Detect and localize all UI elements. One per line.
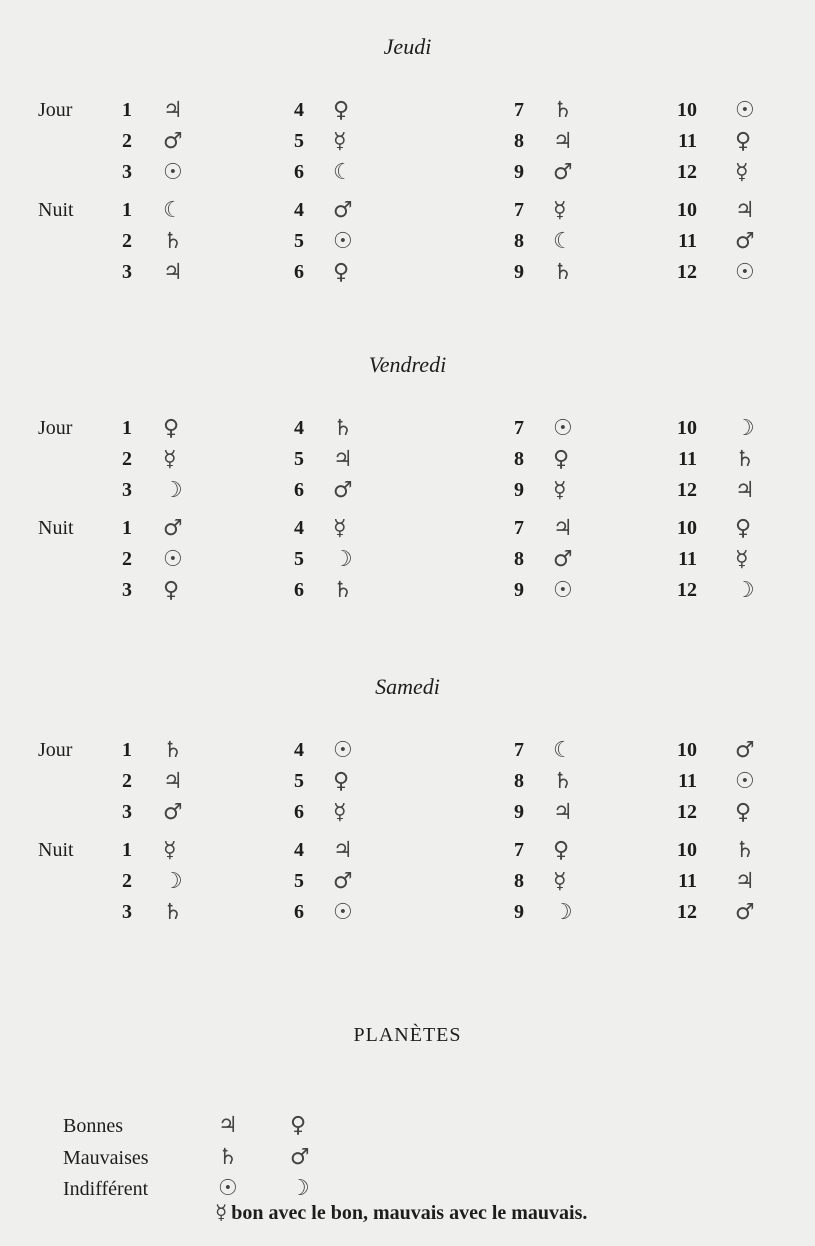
hour-number: 1 bbox=[122, 199, 132, 221]
planet-symbol-icon: ♄ bbox=[218, 1145, 238, 1170]
planet-symbol-icon: ♃ bbox=[553, 800, 573, 825]
planet-symbol-icon: ♂ bbox=[333, 198, 353, 223]
planet-symbol-icon: ♃ bbox=[735, 478, 755, 503]
hour-number: 10 bbox=[677, 739, 697, 761]
hour-number: 7 bbox=[514, 839, 524, 861]
planet-symbol-icon: ♄ bbox=[735, 838, 755, 863]
hour-number: 8 bbox=[514, 448, 524, 470]
planet-symbol-icon: ☾ bbox=[553, 738, 573, 763]
planet-symbol-icon: ☉ bbox=[163, 547, 183, 572]
hour-number: 3 bbox=[122, 901, 132, 923]
planet-symbol-icon: ♀ bbox=[333, 98, 350, 123]
hour-number: 8 bbox=[514, 770, 524, 792]
planet-symbol-icon: ♄ bbox=[163, 738, 183, 763]
section-title-samedi: Samedi bbox=[375, 674, 440, 699]
hour-number: 4 bbox=[294, 739, 304, 761]
planet-symbol-icon: ♃ bbox=[553, 516, 573, 541]
planet-symbol-icon: ♄ bbox=[553, 98, 573, 123]
section-title-vendredi: Vendredi bbox=[368, 352, 447, 377]
planet-symbol-icon: ☾ bbox=[333, 160, 353, 185]
planet-symbol-icon: ☽ bbox=[735, 578, 755, 603]
hour-number: 3 bbox=[122, 801, 132, 823]
hour-number: 5 bbox=[294, 230, 304, 252]
hour-number: 6 bbox=[294, 579, 304, 601]
planet-symbol-icon: ♃ bbox=[735, 869, 755, 894]
hour-number: 8 bbox=[514, 130, 524, 152]
planet-symbol-icon: ☿ bbox=[735, 160, 749, 185]
planet-symbol-icon: ♂ bbox=[333, 869, 353, 894]
group-label-jour: Jour bbox=[38, 417, 73, 439]
hour-number: 11 bbox=[678, 770, 697, 792]
planet-symbol-icon: ♀ bbox=[163, 416, 180, 441]
hour-number: 7 bbox=[514, 417, 524, 439]
group-label-nuit: Nuit bbox=[38, 199, 74, 221]
hour-number: 10 bbox=[677, 99, 697, 121]
planet-symbol-icon: ♃ bbox=[218, 1113, 238, 1138]
section-title-jeudi: Jeudi bbox=[383, 34, 432, 59]
planet-symbol-icon: ☉ bbox=[163, 160, 183, 185]
hour-number: 12 bbox=[677, 801, 697, 823]
hour-number: 2 bbox=[122, 230, 132, 252]
planet-symbol-icon: ♂ bbox=[553, 547, 573, 572]
hour-number: 11 bbox=[678, 870, 697, 892]
hour-number: 5 bbox=[294, 548, 304, 570]
planet-symbol-icon: ♄ bbox=[333, 416, 353, 441]
planet-symbol-icon: ☿ bbox=[163, 838, 177, 863]
hour-number: 4 bbox=[294, 839, 304, 861]
hour-number: 7 bbox=[514, 739, 524, 761]
planet-symbol-icon: ☿ bbox=[553, 478, 567, 503]
planet-symbol-icon: ☉ bbox=[218, 1176, 238, 1201]
hour-number: 6 bbox=[294, 901, 304, 923]
hour-number: 4 bbox=[294, 417, 304, 439]
planet-symbol-icon: ♄ bbox=[735, 447, 755, 472]
hour-number: 9 bbox=[514, 479, 524, 501]
hour-number: 6 bbox=[294, 801, 304, 823]
planet-symbol-icon: ♃ bbox=[163, 769, 183, 794]
hour-number: 1 bbox=[122, 839, 132, 861]
hour-number: 9 bbox=[514, 901, 524, 923]
hour-number: 4 bbox=[294, 99, 304, 121]
planet-symbol-icon: ♄ bbox=[553, 769, 573, 794]
group-label-nuit: Nuit bbox=[38, 517, 74, 539]
hour-number: 4 bbox=[294, 199, 304, 221]
hour-number: 11 bbox=[678, 448, 697, 470]
hour-number: 5 bbox=[294, 770, 304, 792]
planet-symbol-icon: ♀ bbox=[735, 800, 752, 825]
planet-symbol-icon: ☽ bbox=[163, 478, 183, 503]
planet-symbol-icon: ☉ bbox=[333, 900, 353, 925]
hour-number: 2 bbox=[122, 770, 132, 792]
planet-symbol-icon: ☉ bbox=[735, 98, 755, 123]
planet-symbol-icon: ♂ bbox=[735, 738, 755, 763]
hour-number: 12 bbox=[677, 901, 697, 923]
planet-symbol-icon: ☉ bbox=[553, 578, 573, 603]
planet-symbol-icon: ☿ bbox=[333, 129, 347, 154]
hour-number: 11 bbox=[678, 130, 697, 152]
hour-number: 10 bbox=[677, 417, 697, 439]
legend-label-1: Mauvaises bbox=[63, 1147, 149, 1169]
hour-number: 5 bbox=[294, 130, 304, 152]
legend-label-2: Indifférent bbox=[63, 1178, 149, 1200]
hour-number: 1 bbox=[122, 417, 132, 439]
planet-symbol-icon: ☿ bbox=[553, 198, 567, 223]
planet-symbol-icon: ♂ bbox=[163, 129, 183, 154]
hour-number: 8 bbox=[514, 230, 524, 252]
hour-number: 10 bbox=[677, 839, 697, 861]
planet-symbol-icon: ♀ bbox=[553, 447, 570, 472]
planet-symbol-icon: ♂ bbox=[735, 229, 755, 254]
planet-symbol-icon: ♄ bbox=[163, 229, 183, 254]
hour-number: 9 bbox=[514, 161, 524, 183]
hour-number: 2 bbox=[122, 448, 132, 470]
hour-number: 3 bbox=[122, 579, 132, 601]
planet-symbol-icon: ♃ bbox=[553, 129, 573, 154]
hour-number: 9 bbox=[514, 579, 524, 601]
planet-symbol-icon: ♀ bbox=[290, 1113, 307, 1138]
hour-number: 2 bbox=[122, 870, 132, 892]
planet-symbol-icon: ♃ bbox=[333, 838, 353, 863]
planet-symbol-icon: ☽ bbox=[553, 900, 573, 925]
hour-number: 9 bbox=[514, 261, 524, 283]
planet-symbol-icon: ♄ bbox=[553, 260, 573, 285]
hour-number: 3 bbox=[122, 261, 132, 283]
hour-number: 12 bbox=[677, 579, 697, 601]
hour-number: 1 bbox=[122, 739, 132, 761]
hour-number: 7 bbox=[514, 517, 524, 539]
hour-number: 6 bbox=[294, 479, 304, 501]
hour-number: 8 bbox=[514, 870, 524, 892]
legend-label-0: Bonnes bbox=[63, 1115, 123, 1137]
group-label-jour: Jour bbox=[38, 739, 73, 761]
group-label-nuit: Nuit bbox=[38, 839, 74, 861]
planet-symbol-icon: ☉ bbox=[735, 769, 755, 794]
planet-symbol-icon: ♄ bbox=[333, 578, 353, 603]
hour-number: 11 bbox=[678, 230, 697, 252]
planet-symbol-icon: ☿ bbox=[163, 447, 177, 472]
planet-symbol-icon: ♃ bbox=[163, 98, 183, 123]
hour-number: 10 bbox=[677, 199, 697, 221]
hour-number: 3 bbox=[122, 161, 132, 183]
planet-symbol-icon: ☾ bbox=[163, 198, 183, 223]
planet-symbol-icon: ♂ bbox=[163, 516, 183, 541]
planet-symbol-icon: ♃ bbox=[333, 447, 353, 472]
hour-number: 12 bbox=[677, 479, 697, 501]
hour-number: 10 bbox=[677, 517, 697, 539]
hour-number: 1 bbox=[122, 517, 132, 539]
planet-symbol-icon: ☿ bbox=[333, 516, 347, 541]
legend-note-text: bon avec le bon, mauvais avec le mauvais. bbox=[231, 1202, 588, 1224]
planet-symbol-icon: ♀ bbox=[333, 769, 350, 794]
planet-symbol-icon: ♂ bbox=[553, 160, 573, 185]
planet-symbol-icon: ♂ bbox=[735, 900, 755, 925]
planet-symbol-icon: ♃ bbox=[163, 260, 183, 285]
planet-symbol-icon: ♀ bbox=[553, 838, 570, 863]
planet-symbol-icon: ♃ bbox=[735, 198, 755, 223]
planet-symbol-icon: ☽ bbox=[333, 547, 353, 572]
hour-number: 6 bbox=[294, 261, 304, 283]
planet-symbol-icon: ♀ bbox=[735, 516, 752, 541]
planet-symbol-icon: ☾ bbox=[553, 229, 573, 254]
hour-number: 7 bbox=[514, 199, 524, 221]
planet-symbol-icon: ☿ bbox=[735, 547, 749, 572]
hour-number: 2 bbox=[122, 130, 132, 152]
planet-symbol-icon: ☉ bbox=[735, 260, 755, 285]
planet-symbol-icon: ♂ bbox=[163, 800, 183, 825]
planet-symbol-icon: ♀ bbox=[163, 578, 180, 603]
planet-symbol-icon: ♄ bbox=[163, 900, 183, 925]
planet-symbol-icon: ♀ bbox=[735, 129, 752, 154]
planet-symbol-icon: ♂ bbox=[333, 478, 353, 503]
hour-number: 5 bbox=[294, 870, 304, 892]
hour-number: 4 bbox=[294, 517, 304, 539]
planets-title: PLANÈTES bbox=[353, 1024, 462, 1046]
mercury-icon: ☿ bbox=[215, 1200, 228, 1224]
planet-symbol-icon: ☉ bbox=[333, 738, 353, 763]
hour-number: 1 bbox=[122, 99, 132, 121]
planet-symbol-icon: ☉ bbox=[333, 229, 353, 254]
planet-symbol-icon: ☽ bbox=[163, 869, 183, 894]
planet-symbol-icon: ♂ bbox=[290, 1145, 310, 1170]
hour-number: 2 bbox=[122, 548, 132, 570]
hour-number: 5 bbox=[294, 448, 304, 470]
hour-number: 6 bbox=[294, 161, 304, 183]
planet-symbol-icon: ☽ bbox=[290, 1176, 310, 1201]
hour-number: 9 bbox=[514, 801, 524, 823]
planet-symbol-icon: ☿ bbox=[553, 869, 567, 894]
legend-note bbox=[215, 1200, 587, 1225]
planet-symbol-icon: ♀ bbox=[333, 260, 350, 285]
hour-number: 12 bbox=[677, 161, 697, 183]
hour-number: 8 bbox=[514, 548, 524, 570]
group-label-jour: Jour bbox=[38, 99, 73, 121]
planet-symbol-icon: ☿ bbox=[333, 800, 347, 825]
planet-symbol-icon: ☉ bbox=[553, 416, 573, 441]
hour-number: 7 bbox=[514, 99, 524, 121]
hour-number: 11 bbox=[678, 548, 697, 570]
hour-number: 3 bbox=[122, 479, 132, 501]
hour-number: 12 bbox=[677, 261, 697, 283]
planet-symbol-icon: ☽ bbox=[735, 416, 755, 441]
